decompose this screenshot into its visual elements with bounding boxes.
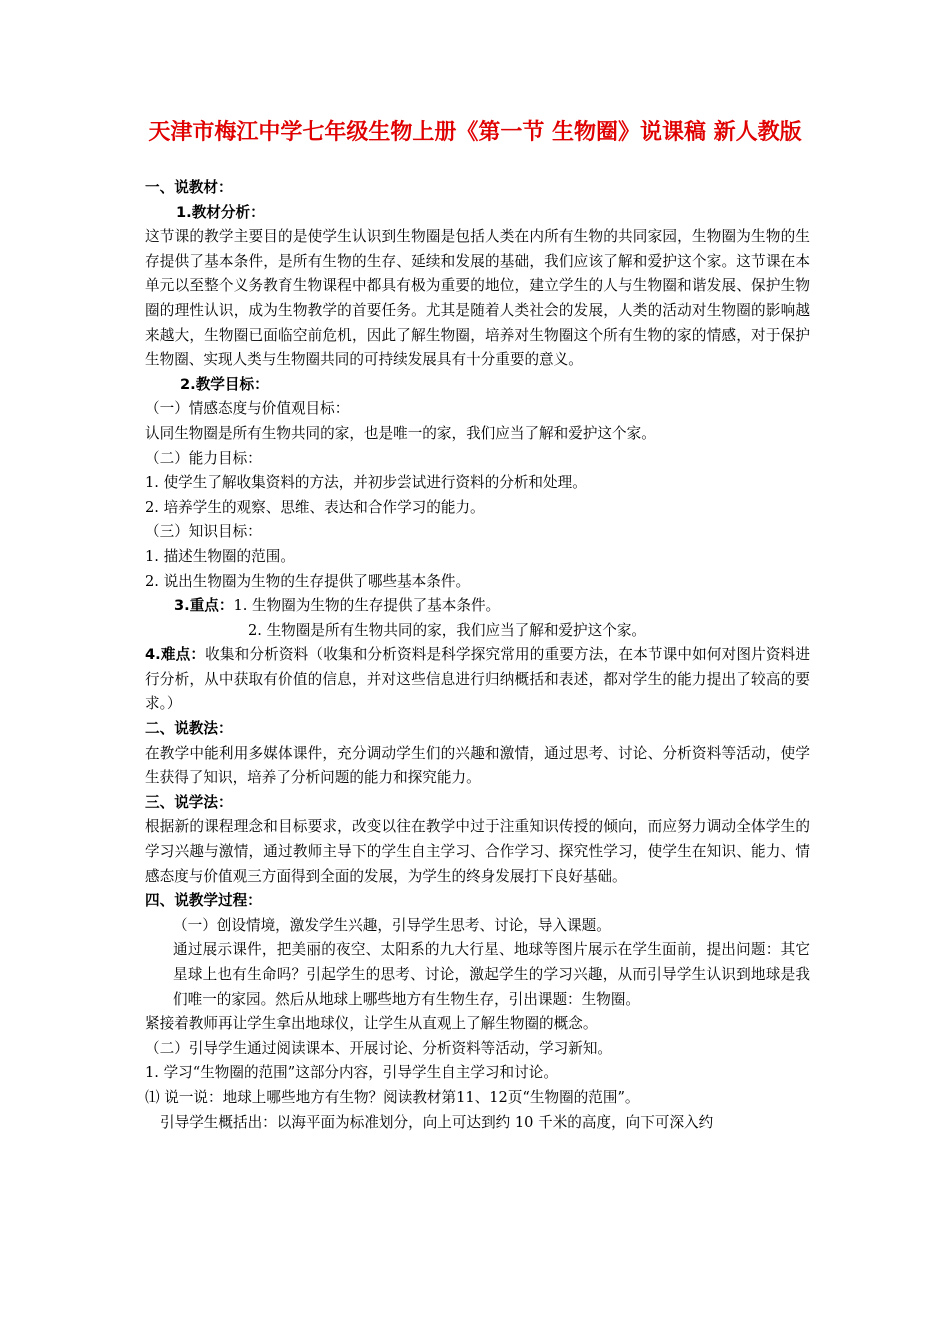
goal-knowledge-item-1: 1. 描述生物圈的范围。	[145, 547, 295, 565]
process-step-2-question: ⑴ 说一说：地球上哪些地方有生物？阅读教材第11、12页“生物圈的范围”。	[145, 1088, 640, 1106]
section-heading-teaching-process: 四、说教学过程：	[145, 892, 262, 910]
goal-ability-item-1: 1. 使学生了解收集资料的方法，并初步尝试进行资料的分析和处理。	[145, 474, 587, 492]
subheading-teaching-goals: 2.教学目标：	[180, 375, 269, 393]
subheading-material-analysis: 1.教材分析：	[176, 203, 265, 221]
goal-emotion-text: 认同生物圈是所有生物共同的家，也是唯一的家，我们应当了解和爱护这个家。	[145, 424, 656, 442]
document-body	[145, 176, 810, 1135]
goal-emotion-heading: （一）情感态度与价值观目标：	[145, 400, 350, 418]
key-points-label: 3.重点：	[174, 597, 234, 615]
process-step-1-heading: （一）创设情境，激发学生兴趣，引导学生思考、讨论，导入课题。	[173, 916, 611, 934]
process-step-1-text: 通过展示课件，把美丽的夜空、太阳系的九大行星、地球等图片展示在学生面前，提出问题：其它星球上也有生命吗？引起学生的思考、讨论，激起学生的学习兴趣，从而引导学生认识到地球是我们唯一的家园。然后从地球上哪些地方有生物生存，引出课题：生物圈。	[173, 941, 810, 1008]
paragraph-learning-method: 根据新的课程理念和目标要求，改变以往在教学中过于注重知识传授的倾向，而应努力调动全体学生的学习兴趣与激情，通过教师主导下的学生自主学习、合作学习、探究性学习，使学生在知识、能力、情感态度与价值观三方面得到全面的发展，为学生的终身发展打下良好基础。	[145, 818, 810, 885]
key-points-line-1	[145, 594, 810, 619]
section-heading-teaching-method: 二、说教法：	[145, 720, 233, 738]
goal-ability-heading: （二）能力目标：	[145, 449, 262, 467]
section-heading-teaching-material: 一、说教材：	[145, 179, 233, 196]
process-step-2-summary: 引导学生概括出：以海平面为标准划分，向上可达到约 10 千米的高度，向下可深入约	[160, 1113, 714, 1131]
goal-ability-item-2: 2. 培养学生的观察、思维、表达和合作学习的能力。	[145, 498, 485, 516]
process-step-1-more: 紧接着教师再让学生拿出地球仪，让学生从直观上了解生物圈的概念。	[145, 1015, 598, 1033]
document-title: 天津市梅江中学七年级生物上册《第一节 生物圈》说课稿 新人教版	[148, 120, 802, 145]
difficulty-paragraph	[145, 643, 810, 717]
paragraph-teaching-method: 在教学中能利用多媒体课件，充分调动学生们的兴趣和激情，通过思考、讨论、分析资料等活动，使学生获得了知识，培养了分析问题的能力和探究能力。	[145, 744, 810, 787]
difficulty-label: 4.难点：	[145, 646, 206, 664]
process-step-2-item-1: 1. 学习“生物圈的范围”这部分内容，引导学生自主学习和讨论。	[145, 1064, 558, 1082]
section-heading-learning-method: 三、说学法：	[145, 793, 233, 811]
goal-knowledge-item-2: 2. 说出生物圈为生物的生存提供了哪些基本条件。	[145, 572, 471, 590]
key-point-2: 2. 生物圈是所有生物共同的家，我们应当了解和爱护这个家。	[248, 621, 647, 639]
goal-knowledge-heading: （三）知识目标：	[145, 523, 262, 541]
process-step-2-heading: （二）引导学生通过阅读课本、开展讨论、分析资料等活动，学习新知。	[145, 1039, 613, 1057]
difficulty-text: 收集和分析资料（收集和分析资料是科学探究常用的重要方法，在本节课中如何对图片资料进行分析，从中获取有价值的信息，并对这些信息进行归纳概括和表述，都对学生的能力提出了较高的要求。）	[145, 646, 810, 713]
key-point-1: 1. 生物圈为生物的生存提供了基本条件。	[233, 597, 501, 615]
paragraph-material-analysis: 这节课的教学主要目的是使学生认识到生物圈是包括人类在内所有生物的共同家园，生物圈为生物的生存提供了基本条件，是所有生物的生存、延续和发展的基础，我们应该了解和爱护这个家。这节课在本单元以至整个义务教育生物课程中都具有极为重要的地位，建立学生的人与生物圈和谐发展、保护生物圈的理性认识，成为生物教学的首要任务。尤其是随着人类社会的发展，人类的活动对生物圈的影响越来越大，生物圈已面临空前危机，因此了解生物圈，培养对生物圈这个所有生物的家的情感，对于保护生物圈、实现人类与生物圈共同的可持续发展具有十分重要的意义。	[145, 228, 810, 369]
